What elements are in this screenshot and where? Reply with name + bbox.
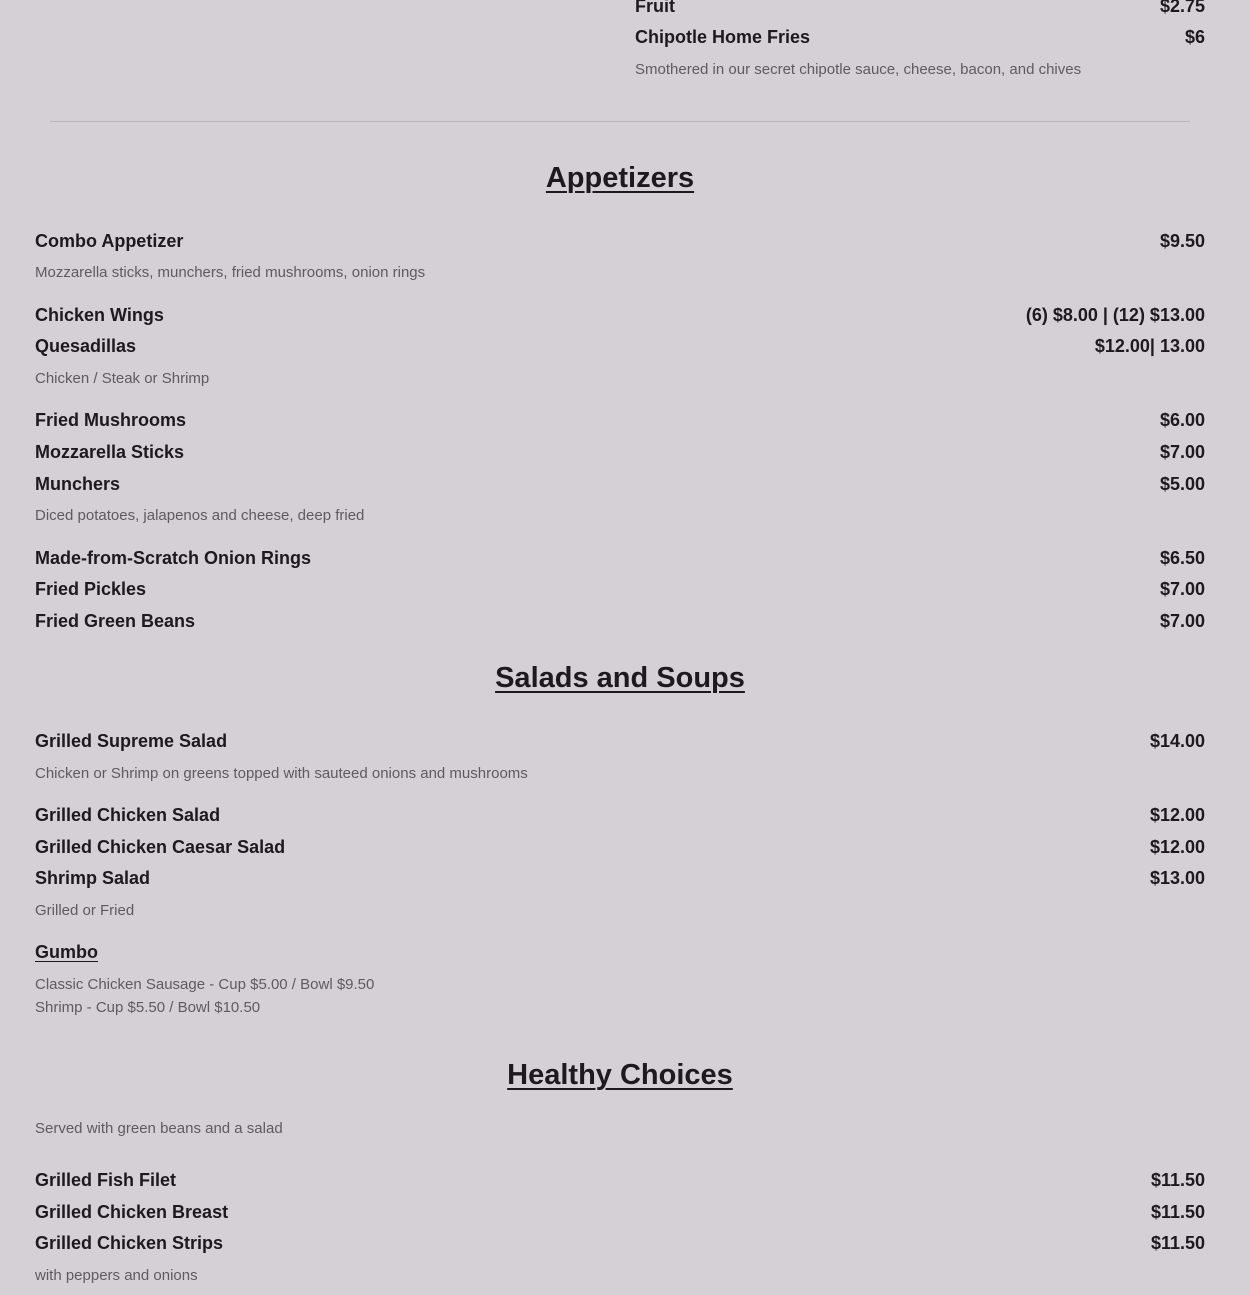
menu-item-name: Fried Green Beans — [35, 611, 196, 631]
menu-item-name: Chipotle Home Fries — [635, 27, 811, 47]
menu-item-name: Grilled Chicken Salad — [35, 805, 221, 825]
menu-item-price: $7.00 — [1159, 611, 1205, 631]
section-title-salads-soups: Salads and Soups — [495, 662, 745, 694]
menu-item-description: Smothered in our secret chipotle sauce, cheese, bacon, and chives — [635, 61, 1082, 78]
menu-item-name: Mozzarella Sticks — [35, 442, 185, 462]
menu-item-price: $13.00 — [1149, 868, 1205, 888]
menu-item-name: Fried Pickles — [35, 579, 147, 599]
menu-item-description: Chicken or Shrimp on greens topped with sauteed onions and mushrooms — [35, 765, 528, 782]
menu-item-name: Chicken Wings — [35, 305, 164, 325]
menu-item-name: Made-from-Scratch Onion Rings — [35, 548, 312, 568]
menu-item-name: Grilled Chicken Breast — [35, 1202, 229, 1222]
menu-item-name: Shrimp Salad — [35, 868, 151, 888]
section-title-healthy-choices: Healthy Choices — [507, 1059, 733, 1091]
menu-item-price: (6) $8.00 | (12) $13.00 — [1025, 305, 1205, 325]
menu-item-price: $11.50 — [1150, 1233, 1205, 1253]
menu-item-name: Combo Appetizer — [35, 231, 184, 251]
menu-item-price: $2.75 — [1159, 0, 1205, 16]
menu-item-price: $6.00 — [1159, 410, 1205, 430]
menu-item-name: Grilled Chicken Caesar Salad — [35, 837, 286, 857]
menu-item-name: Grilled Fish Filet — [35, 1170, 177, 1190]
menu-item-price: $7.00 — [1159, 579, 1205, 599]
gumbo-option: Shrimp - Cup $5.50 / Bowl $10.50 — [35, 999, 261, 1016]
menu-item-price: $12.00| 13.00 — [1094, 336, 1205, 356]
section-intro: Served with green beans and a salad — [35, 1120, 283, 1137]
menu-item-name: Fried Mushrooms — [35, 410, 187, 430]
menu-item-price: $14.00 — [1149, 731, 1205, 751]
menu-item-price: $7.00 — [1159, 442, 1205, 462]
menu-item-price: $6.50 — [1159, 548, 1205, 568]
menu-item-description: Chicken / Steak or Shrimp — [35, 370, 210, 387]
menu-item-price: $6 — [1184, 27, 1205, 47]
menu-item-name: Quesadillas — [35, 336, 137, 356]
menu-item-name: Grilled Supreme Salad — [35, 731, 228, 751]
menu-item-name: Fruit — [635, 0, 675, 16]
menu-item-description: Diced potatoes, jalapenos and cheese, deep fried — [35, 507, 365, 524]
gumbo-option: Classic Chicken Sausage - Cup $5.00 / Bowl $9.50 — [35, 976, 375, 993]
menu-item-price: $12.00 — [1149, 837, 1205, 857]
menu-item-name: Munchers — [35, 474, 121, 494]
menu-item-price: $5.00 — [1159, 474, 1205, 494]
menu-item-price: $12.00 — [1149, 805, 1205, 825]
menu-item-price: $11.50 — [1150, 1202, 1205, 1222]
menu-item-description: Mozzarella sticks, munchers, fried mushrooms, onion rings — [35, 264, 426, 281]
menu-item-name: Grilled Chicken Strips — [35, 1233, 224, 1253]
menu-item-description: with peppers and onions — [35, 1267, 198, 1284]
menu-item-description: Grilled or Fried — [35, 902, 135, 919]
section-title-appetizers: Appetizers — [545, 162, 695, 194]
menu-item-price: $11.50 — [1150, 1170, 1205, 1190]
menu-item-price: $9.50 — [1159, 231, 1205, 251]
gumbo-heading: Gumbo — [35, 942, 98, 962]
section-divider — [50, 121, 1190, 122]
